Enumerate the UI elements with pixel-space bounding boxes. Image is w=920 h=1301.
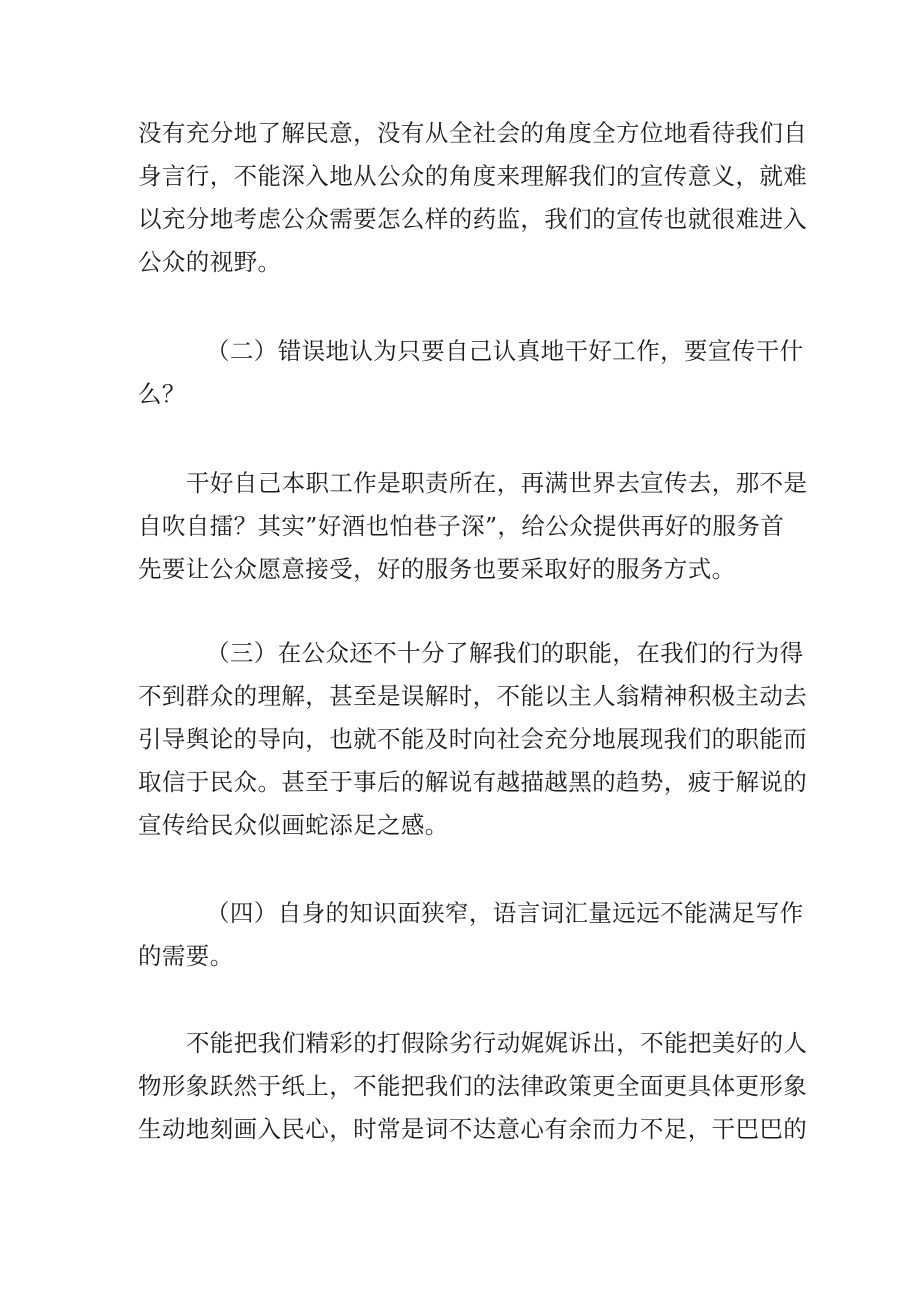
section-heading-4 xyxy=(138,892,804,978)
paragraph-6 xyxy=(138,1022,808,1151)
paragraph-line: 的需要。 xyxy=(138,942,234,970)
paragraph-line: 物形象跃然于纸上，不能把我们的法律政策更全面更具体更形象 xyxy=(138,1072,808,1100)
paragraph-line: 先要让公众愿意接受，好的服务也要采取好的服务方式。 xyxy=(138,555,736,583)
paragraph-line: （三）在公众还不十分了解我们的职能，在我们的行为得 xyxy=(206,639,804,667)
paragraph-3 xyxy=(138,462,808,591)
paragraph-line: 自吹自擂？其实”好酒也怕巷子深”，给公众提供再好的服务首 xyxy=(138,512,785,540)
paragraph-line: 以充分地考虑公众需要怎么样的药监，我们的宣传也就很难进入 xyxy=(138,205,808,233)
paragraph-line: （二）错误地认为只要自己认真地干好工作，要宣传干什 xyxy=(206,337,804,365)
paragraph-line: 公众的视野。 xyxy=(138,248,282,276)
paragraph-line: 身言行，不能深入地从公众的角度来理解我们的宣传意义，就难 xyxy=(138,162,808,190)
paragraph-line: 取信于民众。甚至于事后的解说有越描越黑的趋势，疲于解说的 xyxy=(138,768,808,796)
paragraph-line: 干好自己本职工作是职责所在，再满世界去宣传去，那不是 xyxy=(186,469,808,497)
paragraph-1 xyxy=(138,112,808,284)
section-heading-3 xyxy=(138,632,808,847)
paragraph-line: （四）自身的知识面狭窄，语言词汇量远远不能满足写作 xyxy=(206,899,804,927)
paragraph-line: 宣传给民众似画蛇添足之感。 xyxy=(138,811,449,839)
section-heading-2 xyxy=(138,330,804,416)
paragraph-line: 引导舆论的导向，也就不能及时向社会充分地展现我们的职能而 xyxy=(138,725,808,753)
paragraph-line: 不到群众的理解，甚至是误解时，不能以主人翁精神积极主动去 xyxy=(138,682,808,710)
paragraph-line: 不能把我们精彩的打假除劣行动娓娓诉出，不能把美好的人 xyxy=(186,1029,808,1057)
paragraph-line: 生动地刻画入民心，时常是词不达意心有余而力不足，干巴巴的 xyxy=(138,1115,808,1143)
paragraph-line: 没有充分地了解民意，没有从全社会的角度全方位地看待我们自 xyxy=(138,119,808,147)
paragraph-line: 么？ xyxy=(138,380,186,408)
